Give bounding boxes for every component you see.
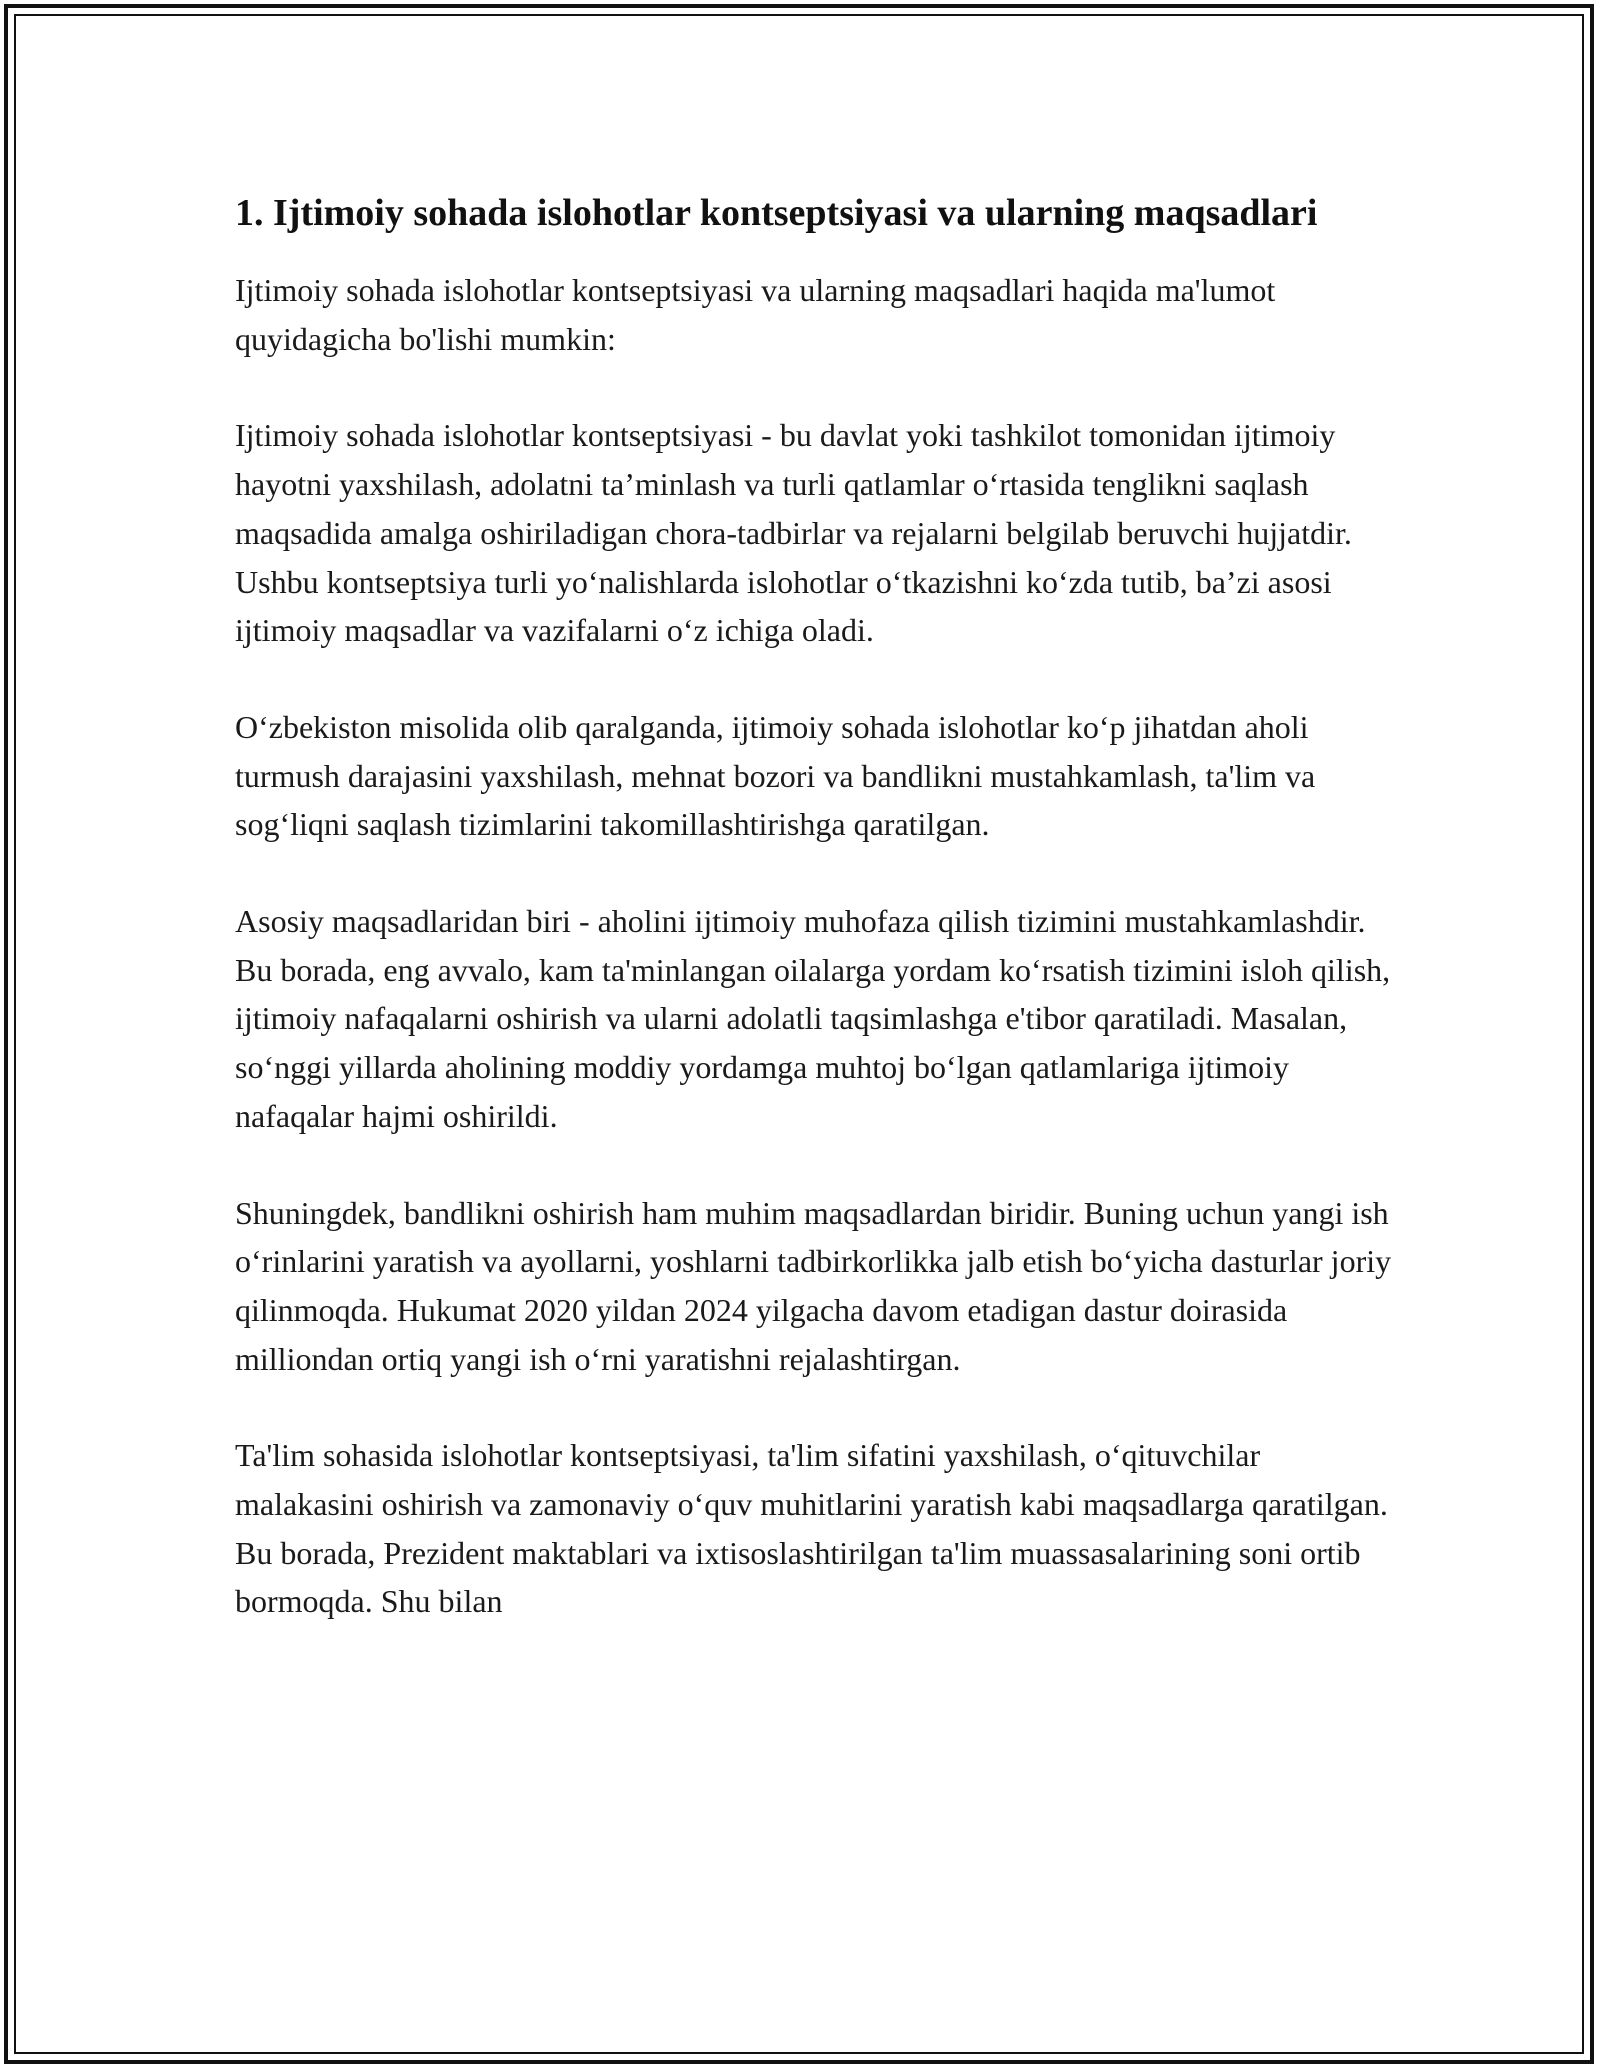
paragraph-uzbekistan-example: O‘zbekiston misolida olib qaralganda, ijtimoiy sohada islohotlar ko‘p jihatdan aholi turmush darajasini yaxshilash, mehnat bozori va bandlikni mustahkamlash, ta'lim va sog‘liqni saqlash tizimlarini takomillashtirishga qaratilgan. <box>235 708 1316 843</box>
paragraph-intro: Ijtimoiy sohada islohotlar kontseptsiyasi va ularning maqsadlari haqida ma'lumot quyidagicha bo'lishi mumkin: <box>235 272 1276 357</box>
paragraph-social-protection: Asosiy maqsadlaridan biri - aholini ijtimoiy muhofaza qilish tizimini mustahkamlashdir. Bu borada, eng avvalo, kam ta'minlangan oilalarga yordam ko‘rsatish tizimini isloh qilish, ijtimoiy nafaqalarni oshirish va ularni adolatli taqsimlashga e'tibor qaratiladi. Masalan, so‘nggi yillarda aholining moddiy yordamga muhtoj bo‘lgan qatlamlariga ijtimoiy nafaqalar hajmi oshirildi. <box>235 903 1391 1134</box>
paragraph-education: Ta'lim sohasida islohotlar kontseptsiyasi, ta'lim sifatini yaxshilash, o‘qituvchilar malakasini oshirish va zamonaviy o‘quv muhitlarini yaratish kabi maqsadlarga qaratilgan. Bu borada, Prezident maktablari va ixtisoslashtirilgan ta'lim muassasalarining soni ortib bormoqda. Shu bilan <box>235 1437 1388 1620</box>
document-title: 1. Ijtimoiy sohada islohotlar kontseptsiyasi va ularning maqsadlari <box>235 192 1318 234</box>
paragraph-concept-definition: Ijtimoiy sohada islohotlar kontseptsiyasi - bu davlat yoki tashkilot tomonidan ijtimoiy hayotni yaxshilash, adolatni ta’minlash va turli qatlamlar o‘rtasida tenglikni saqlash maqsadida amalga oshiriladigan chora-tadbirlar va rejalarni belgilab beruvchi hujjatdir. Ushbu kontseptsiya turli yo‘nalishlarda islohotlar o‘tkazishni ko‘zda tutib, ba’zi asosi ijtimoiy maqsadlar va vazifalarni o‘z ichiga oladi. <box>235 417 1352 649</box>
paragraph-employment: Shuningdek, bandlikni oshirish ham muhim maqsadlardan biridir. Buning uchun yangi ish o‘rinlarini yaratish va ayollarni, yoshlarni tadbirkorlikka jalb etish bo‘yicha dasturlar joriy qilinmoqda. Hukumat 2020 yildan 2024 yilgacha davom etadigan dastur doirasida milliondan ortiq yangi ish o‘rni yaratishni rejalashtirgan. <box>235 1194 1392 1377</box>
document-body <box>235 186 1395 1626</box>
